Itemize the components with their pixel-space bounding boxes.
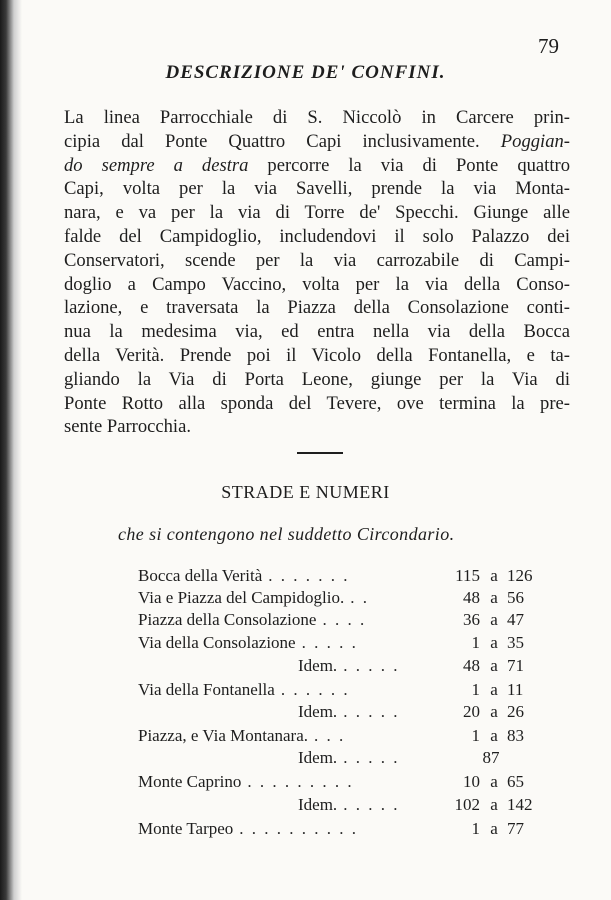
street-name: Idem. [298,748,338,767]
street-name: Piazza della Consolazione [138,610,317,629]
leader-dots: . . . . . . . . . [247,772,354,791]
range-separator: a [490,610,498,629]
leader-dots: . . . . . [301,633,358,652]
paragraph-line: nara, e va per la via di Torre de' Specchi. Giunge alle [64,202,570,224]
paragraph-line: La linea Parrocchiale di S. Niccolò in Carcere prin- [64,107,570,128]
section-divider [297,452,343,454]
number-from: 48 [463,656,480,675]
number-from: 102 [454,795,480,814]
paragraph-line: doglio a Campo Vaccino, volta per la via della Conso- [64,273,570,295]
range-separator: a [490,795,498,814]
street-name: Idem. [298,656,338,675]
leader-dots: . . . . . . [280,680,350,699]
street-name: Monte Caprino [138,772,242,791]
number-to: 83 [507,726,524,745]
leader-dots: . . . . . [343,795,400,814]
street-row [0,748,611,770]
paragraph-line: Capi, volta per la via Savelli, prende la via Monta- [64,178,570,200]
number-from: 1 [471,633,480,652]
section-title: DESCRIZIONE DE' CONFINI. [165,62,446,83]
number-from: 48 [463,588,480,607]
paragraph-line: sente Parrocchia. [64,416,191,438]
leader-dots: . . . . . [343,748,400,767]
number-from: 10 [463,772,480,791]
leader-dots: . . [350,588,369,607]
street-name: Via e Piazza del Campidoglio. [138,588,345,607]
number-from: 1 [471,726,480,745]
street-row [0,726,611,748]
number-to: 71 [507,656,524,675]
leader-dots: . . . . [322,610,367,629]
street-row [0,633,611,655]
paragraph-line: do sempre a destra percorre la via di Ponte quattro [64,154,570,176]
number-from: 36 [463,610,480,629]
number-from: 1 [471,680,480,699]
street-row [0,656,611,678]
street-name: Monte Tarpeo [138,819,234,838]
street-row [0,819,611,841]
range-separator: a [490,680,498,699]
range-separator: a [490,702,498,721]
street-name: Idem. [298,702,338,721]
number-from: 20 [463,702,480,721]
number-to: 126 [507,566,533,585]
street-row [0,795,611,817]
number-to: 26 [507,702,524,721]
streets-caption: che si contengono nel suddetto Circondario. [118,524,455,544]
paragraph-line: nua la medesima via, ed entra nella via della Bocca [64,321,570,343]
number-to: 35 [507,633,524,652]
number-to: 65 [507,772,524,791]
paragraph-line: lazione, e traversata la Piazza della Consolazione conti- [64,297,570,319]
paragraph-line: Conservatori, scende per la via carrozabile di Campi- [64,249,570,271]
leader-dots: . . . . . [343,702,400,721]
number-to: 77 [507,819,524,838]
number-to: 142 [507,795,533,814]
number-from: 1 [471,819,480,838]
streets-heading: STRADE E NUMERI [221,482,390,502]
street-name: Via della Fontanella [138,680,275,699]
leader-dots: . . . . . [343,656,400,675]
street-row [0,566,611,588]
range-separator: a [490,772,498,791]
number-to: 56 [507,588,524,607]
paragraph-line: Ponte Rotto alla sponda del Tevere, ove termina la pre- [64,392,570,414]
paragraph-line: falde del Campidoglio, includendovi il solo Palazzo dei [64,225,570,247]
number-from: 115 [455,566,480,585]
leader-dots: . . . [314,726,346,745]
street-row [0,610,611,632]
street-name: Piazza, e Via Montanara. [138,726,309,745]
page-number: 79 [538,34,559,58]
paragraph-line: gliando la Via di Porta Leone, giunge per la Via di [64,368,570,390]
street-row [0,588,611,610]
paragraph-line: cipia dal Ponte Quattro Capi inclusivamente. Poggian- [64,130,570,152]
leader-dots: . . . . . . . [268,566,350,585]
leader-dots: . . . . . . . . . . [239,819,359,838]
range-separator: a [490,819,498,838]
number-to: 47 [507,610,524,629]
street-row [0,680,611,702]
range-separator: a [490,588,498,607]
range-separator: a [490,566,498,585]
street-name: Via della Consolazione [138,633,296,652]
street-row [0,772,611,794]
paragraph-line: della Verità. Prende poi il Vicolo della Fontanella, e ta- [64,344,570,366]
boundary-description [64,106,570,439]
range-separator: a [490,633,498,652]
street-name: Bocca della Verità [138,566,263,585]
house-number: 87 [482,748,500,767]
street-name: Idem. [298,795,338,814]
number-to: 11 [507,680,524,699]
range-separator: a [490,726,498,745]
street-row [0,702,611,724]
range-separator: a [490,656,498,675]
